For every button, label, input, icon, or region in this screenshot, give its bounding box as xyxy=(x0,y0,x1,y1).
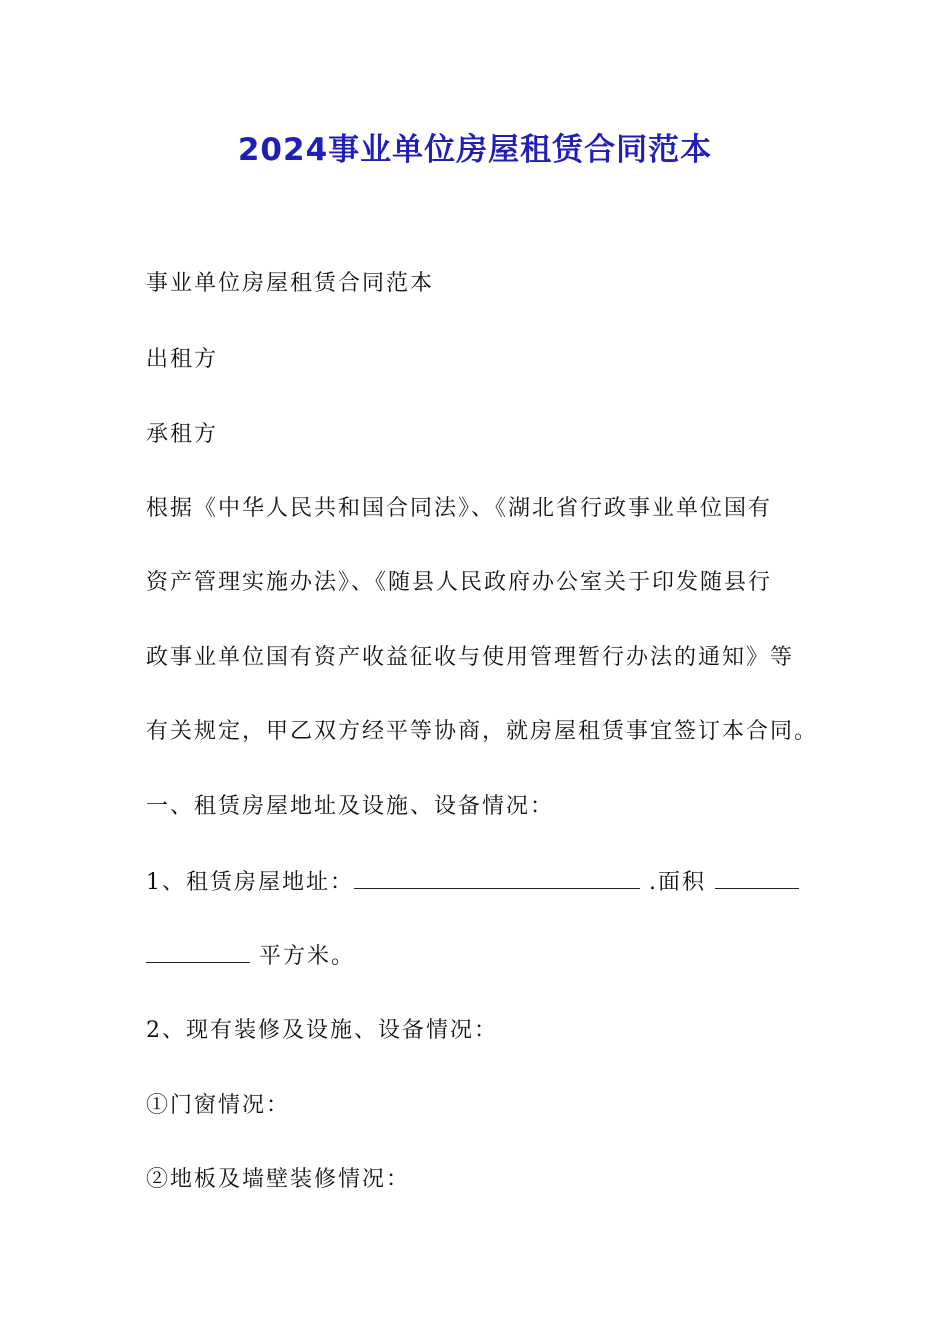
subtitle-line: 事业单位房屋租赁合同范本 xyxy=(146,271,435,296)
basis-line-2: 资产管理实施办法》、《随县人民政府办公室关于印发随县行 xyxy=(146,570,773,595)
lessor-line: 出租方 xyxy=(146,347,219,372)
basis-line-3: 政事业单位国有资产收益征收与使用管理暂行办法的通知》等 xyxy=(146,645,795,670)
item-1-continuation xyxy=(146,940,826,973)
lessee-line: 承租方 xyxy=(146,422,219,447)
item-1-label: 1、租赁房屋地址： xyxy=(146,870,354,895)
address-blank xyxy=(354,866,640,889)
section-1-heading: 一、租赁房屋地址及设施、设备情况： xyxy=(146,794,555,819)
sub-item-1-line: ①门窗情况： xyxy=(146,1093,291,1118)
area-blank-part-2 xyxy=(146,940,250,963)
sub-item-2-line: ②地板及墙壁装修情况： xyxy=(146,1167,411,1192)
item-1-unit: 平方米。 xyxy=(259,944,356,969)
item-1-line xyxy=(146,866,826,899)
basis-line-4: 有关规定，甲乙双方经平等协商，就房屋租赁事宜签订本合同。 xyxy=(146,719,819,744)
document-title: 2024事业单位房屋租赁合同范本 xyxy=(237,132,713,168)
basis-line-1: 根据《中华人民共和国合同法》、《湖北省行政事业单位国有 xyxy=(146,496,773,521)
area-blank-part-1 xyxy=(715,866,799,889)
item-2-line: 2、现有装修及设施、设备情况： xyxy=(146,1018,498,1043)
item-1-area-label: .面积 xyxy=(649,870,706,895)
